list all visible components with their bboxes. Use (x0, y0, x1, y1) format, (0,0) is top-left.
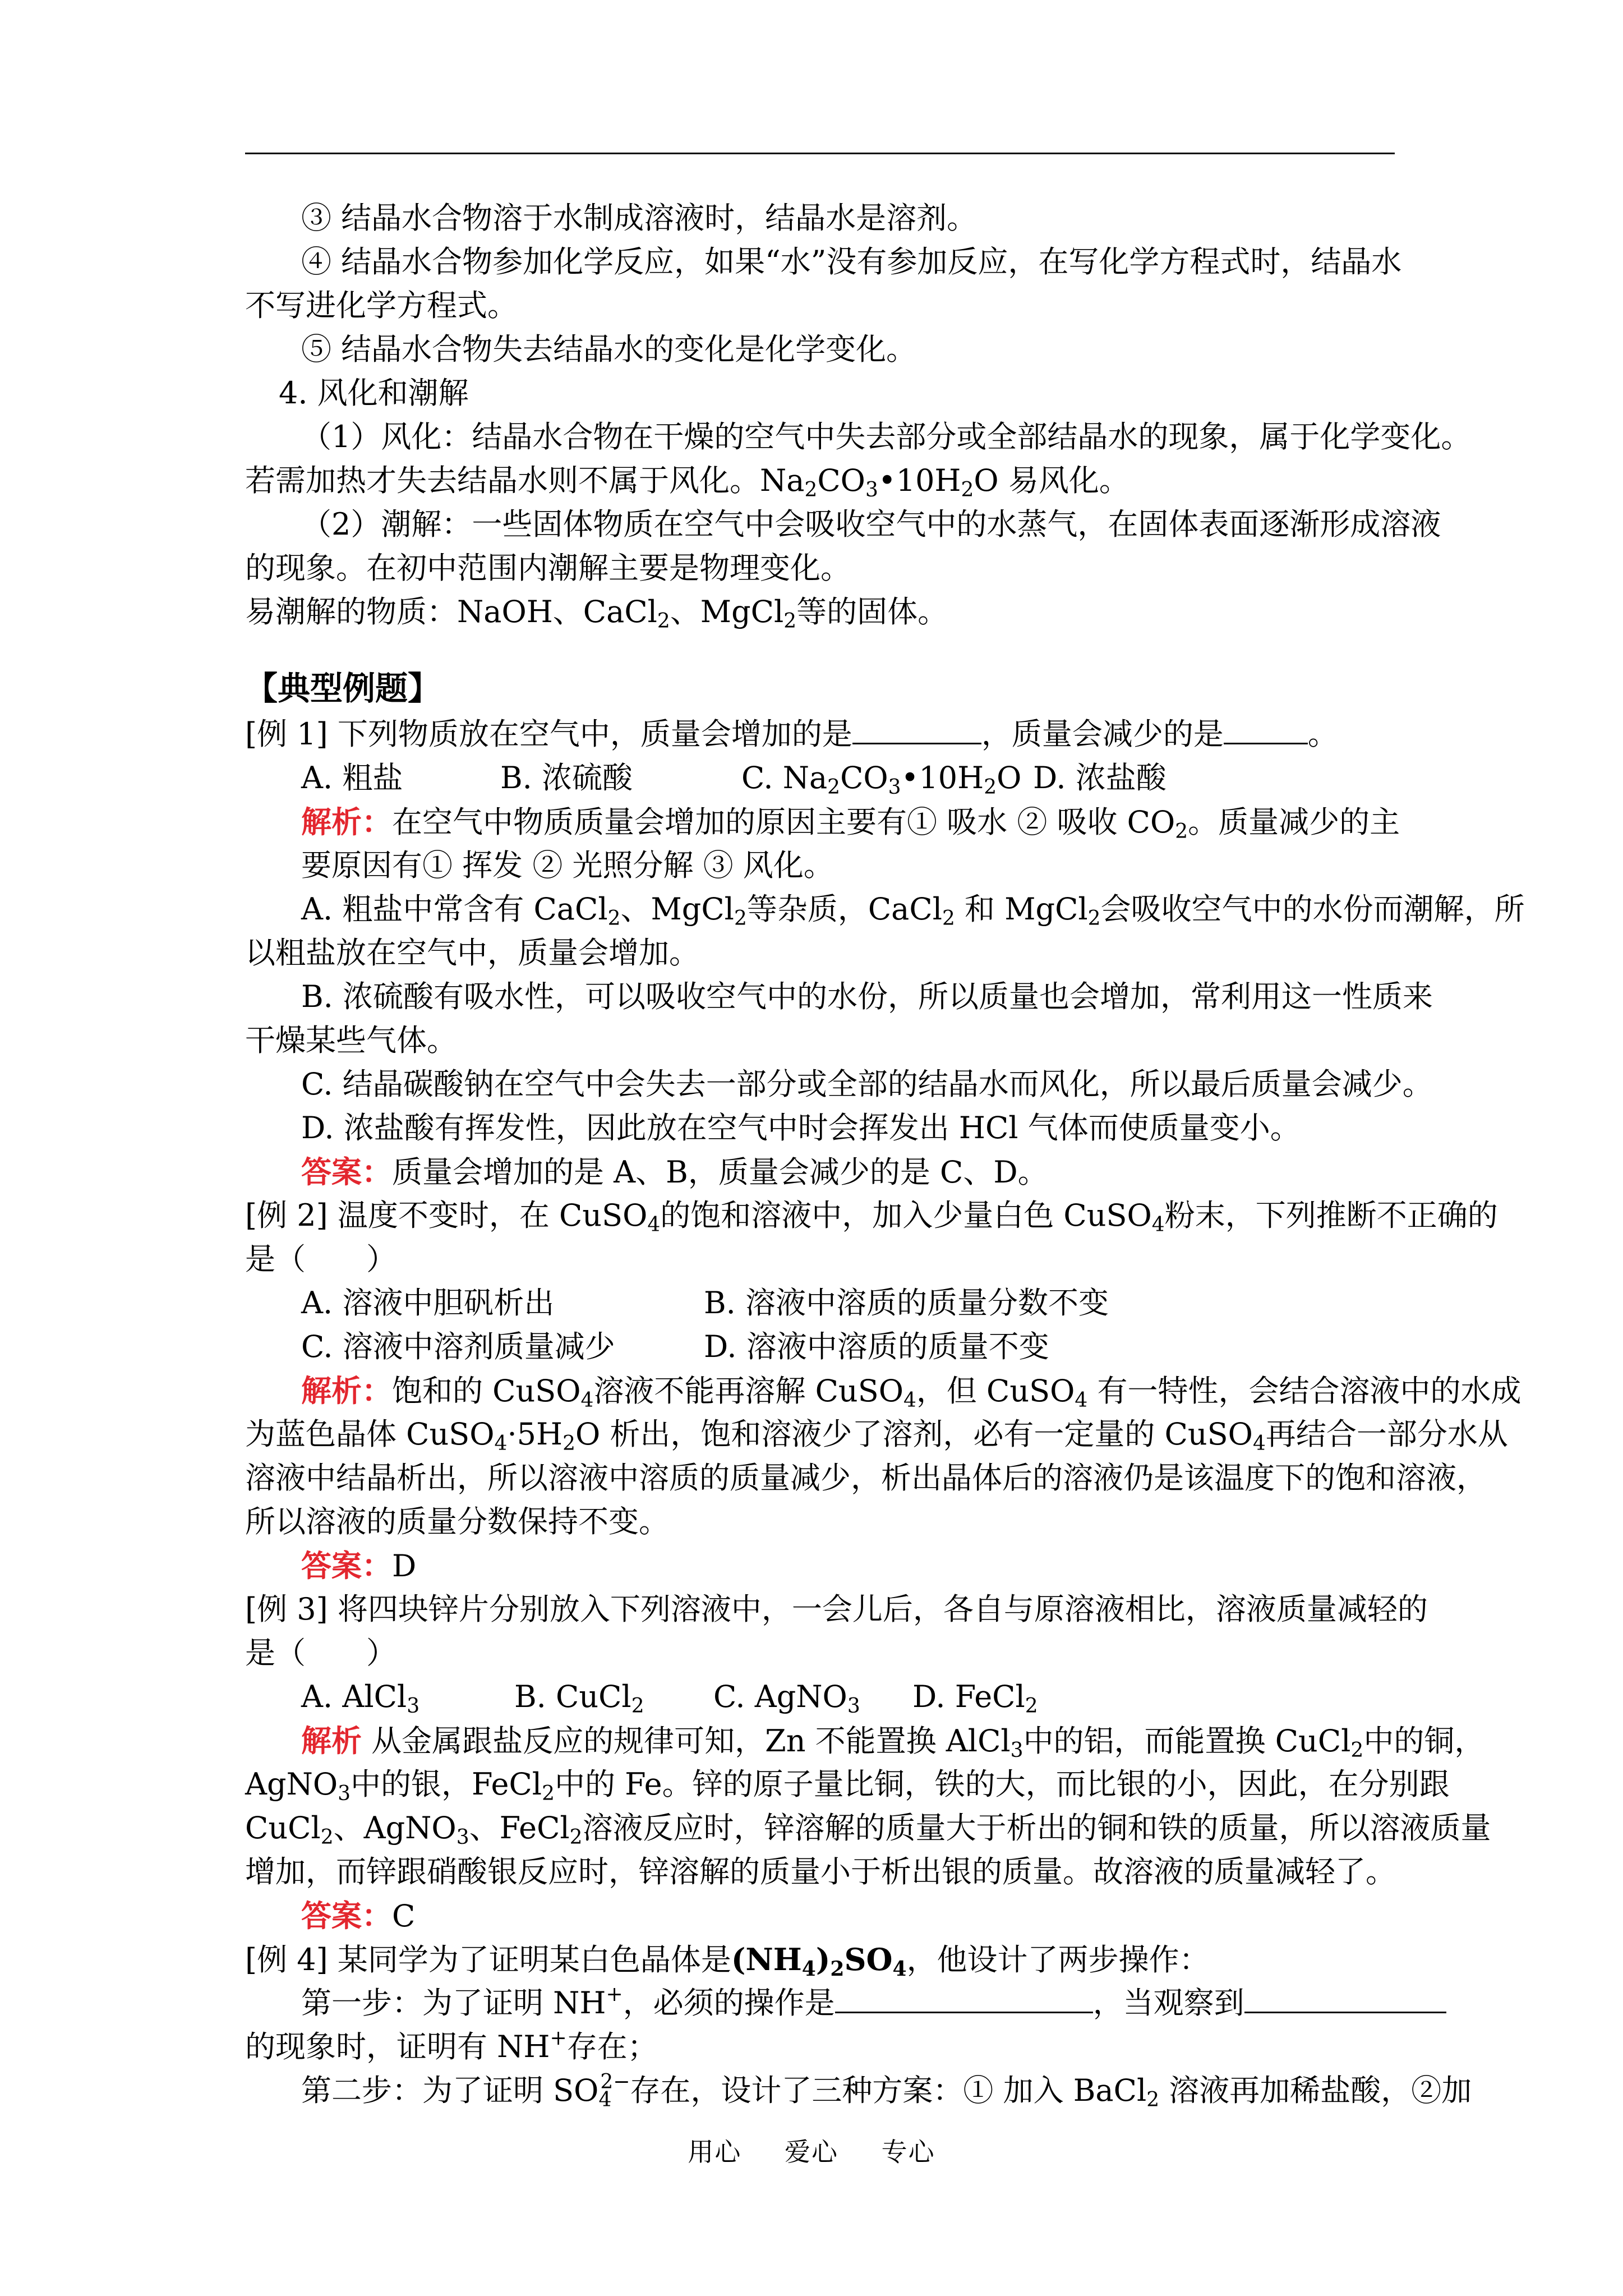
ex1-blank-2[interactable] (1224, 715, 1308, 744)
header-rule (245, 153, 1395, 154)
ex3-option-b: B. CuCl$_2$ (514, 1679, 644, 1718)
ex2-answer: 答案：D (301, 1548, 417, 1584)
ex2-analysis-line2: 为蓝色晶体 $CuSO_4\cdot 5H_2O$ 析出，饱和溶液少了溶剂，必有一定量的 CuSO$_4$再结合一部分水从 (245, 1416, 1508, 1455)
ex1-analysis-line2: 要原因有① 挥发 ② 光照分解 ③ 风化。 (301, 848, 834, 883)
ex1-analysis-c: C. 结晶碳酸钠在空气中会失去一部分或全部的结晶水而风化，所以最后质量会减少。 (301, 1066, 1433, 1102)
ex3-analysis-line1: 解析 从金属跟盐反应的规律可知，Zn 不能置换 AlCl$_3$中的铝，而能置换 CuCl$_2$中的铜， (301, 1723, 1485, 1762)
footer-word-2: 爱心 (785, 2137, 838, 2167)
ex2-option-a: A. 溶液中胆矾析出 (301, 1285, 555, 1320)
ex3-question-line2: 是（ ） (245, 1635, 396, 1671)
ex2-analysis-line1: 解析：饱和的 CuSO$_4$溶液不能再溶解 CuSO$_4$，但 CuSO$_4$ 有一特性，会结合溶液中的水成 (301, 1373, 1521, 1412)
ex1-analysis-a1: A. 粗盐中常含有 CaCl$_2$、MgCl$_2$等杂质，CaCl$_2$ 和 MgCl$_2$会吸收空气中的水份而潮解，所 (301, 891, 1525, 930)
ex4-question: [例 4] 某同学为了证明某白色晶体是$(NH_4)_2SO_4$，他设计了两步操作： (245, 1941, 1210, 1981)
note-4-line1: ④ 结晶水合物参加化学反应，如果“水”没有参加反应，在写化学方程式时，结晶水 (301, 244, 1402, 279)
ex4-blank-2[interactable] (1244, 1984, 1446, 2013)
weathering-line1: （1）风化：结晶水合物在干燥的空气中失去部分或全部结晶水的现象，属于化学变化。 (301, 419, 1472, 454)
ex1-option-c: C. $Na_2CO_3•10H_2O$ (741, 760, 1022, 799)
ex3-option-c: C. AgNO$_3$ (713, 1679, 860, 1718)
ex2-options-cd (245, 1325, 1451, 1369)
section-title: 【典型例题】 (245, 669, 441, 707)
ex3-options (245, 1675, 1451, 1719)
ex3-analysis-line3: CuCl$_2$、AgNO$_3$、FeCl$_2$溶液反应时，锌溶解的质量大于析出的铜和铁的质量，所以溶液质量 (245, 1810, 1491, 1849)
ex2-option-c: C. 溶液中溶剂质量减少 (301, 1329, 615, 1364)
ex1-option-a: A. 粗盐 (301, 760, 403, 795)
ex4-blank-1[interactable] (835, 1984, 1093, 2013)
ex3-option-d: D. FeCl$_2$ (912, 1679, 1038, 1718)
ex4-step1-line1: 第一步：为了证明 NH+，必须的操作是 ，当观察到 (245, 1981, 1451, 2025)
ex1-question: [例 1] 下列物质放在空气中，质量会增加的是 ，质量会减少的是 。 (245, 712, 1395, 756)
page-footer (0, 2132, 1623, 2169)
deliquescence-line2: 的现象。在初中范围内潮解主要是物理变化。 (245, 550, 851, 586)
ex3-question-line1: [例 3] 将四块锌片分别放入下列溶液中，一会儿后，各自与原溶液相比，溶液质量减轻的 (245, 1591, 1428, 1627)
ex3-option-a: A. AlCl$_3$ (301, 1679, 420, 1718)
footer-word-3: 专心 (881, 2137, 935, 2167)
ex2-analysis-line3: 溶液中结晶析出，所以溶液中溶质的质量减少，析出晶体后的溶液仍是该温度下的饱和溶液， (245, 1460, 1487, 1496)
ex4-formula: $(NH_4)_2SO_4$ (731, 1941, 907, 1981)
heading-4: 4. 风化和潮解 (279, 375, 469, 411)
ex1-analysis-a2: 以粗盐放在空气中，质量会增加。 (245, 935, 699, 970)
ex1-analysis-d: D. 浓盐酸有挥发性，因此放在空气中时会挥发出 HCl 气体而使质量变小。 (301, 1110, 1301, 1145)
deliquescence-line1: （2）潮解：一些固体物质在空气中会吸收空气中的水蒸气，在固体表面逐渐形成溶液 (301, 507, 1441, 542)
ex1-analysis-line1: 解析：在空气中物质质量会增加的原因主要有① 吸水 ② 吸收 $CO_2$。质量减少的主 (301, 804, 1400, 843)
weathering-line2: 若需加热才失去结晶水则不属于风化。$Na_2CO_3•10H_2O$ 易风化。 (245, 463, 1129, 501)
ex1-option-b: B. 浓硫酸 (500, 760, 633, 795)
note-3: ③ 结晶水合物溶于水制成溶液时，结晶水是溶剂。 (301, 200, 978, 236)
ex3-analysis-line2: AgNO$_3$中的银，FeCl$_2$中的 Fe。锌的原子量比铜，铁的大，而比银的小，因此，在分别跟 (245, 1766, 1450, 1805)
ex2-option-d: D. 溶液中溶质的质量不变 (704, 1329, 1049, 1364)
ex1-options (245, 756, 1451, 800)
ex4-step2: 第二步：为了证明 $SO_4^{2-}$存在，设计了三种方案：① 加入 BaCl$_2$ 溶液再加稀盐酸，②加 (301, 2070, 1472, 2111)
ex3-analysis-line4: 增加，而锌跟硝酸银反应时，锌溶解的质量小于析出银的质量。故溶液的质量减轻了。 (245, 1854, 1396, 1889)
note-4-line2: 不写进化学方程式。 (245, 288, 518, 323)
ex1-blank-1[interactable] (852, 715, 981, 744)
ex2-options-ab (245, 1281, 1451, 1325)
ex1-option-d: D. 浓盐酸 (1033, 760, 1166, 795)
ex1-analysis-b1: B. 浓硫酸有吸水性，可以吸收空气中的水份，所以质量也会增加，常利用这一性质来 (301, 979, 1433, 1014)
deliquescence-line3: 易潮解的物质：NaOH、CaCl$_2$、MgCl$_2$等的固体。 (245, 594, 948, 633)
ex2-option-b: B. 溶液中溶质的质量分数不变 (704, 1285, 1109, 1320)
ex1-analysis-b2: 干燥某些气体。 (245, 1023, 457, 1058)
ex3-answer: 答案：C (301, 1898, 416, 1934)
ex2-question-line2: 是（ ） (245, 1241, 396, 1277)
ex1-answer: 答案：质量会增加的是 A、B，质量会减少的是 C、D。 (301, 1154, 1048, 1190)
ex4-step1-line2: 的现象时，证明有 NH+存在； (245, 2027, 658, 2064)
note-5: ⑤ 结晶水合物失去结晶水的变化是化学变化。 (301, 332, 917, 367)
footer-word-1: 用心 (688, 2137, 742, 2167)
ex2-analysis-line4: 所以溶液的质量分数保持不变。 (245, 1504, 669, 1539)
ex2-question-line1: [例 2] 温度不变时，在 CuSO$_4$的饱和溶液中，加入少量白色 CuSO$_4$粉末，下列推断不正确的 (245, 1198, 1498, 1236)
